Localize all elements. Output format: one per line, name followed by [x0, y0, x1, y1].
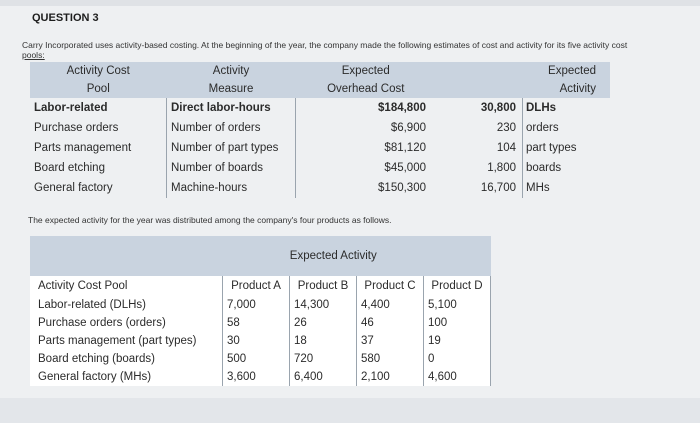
- cost-pools-header-row-1: [30, 62, 610, 80]
- dollar-sign: $: [390, 122, 398, 134]
- product-a-value: 7,000: [223, 296, 290, 314]
- dollar-sign: $: [378, 102, 385, 114]
- overhead-cost: [296, 98, 437, 118]
- header-pool-line2: Pool: [86, 83, 110, 95]
- activity-unit: MHs: [523, 178, 611, 198]
- activity-pool-label: Board etching (boards): [38, 353, 155, 365]
- cost-pools-header-row-2: [30, 80, 610, 98]
- overhead-cost: [296, 178, 437, 198]
- expected-activity: 16,700: [480, 182, 516, 194]
- product-a-value: 3,600: [223, 368, 290, 386]
- expected-activity: 1,800: [487, 162, 516, 174]
- bottom-shade: [0, 398, 700, 423]
- activity-unit: orders: [523, 118, 611, 138]
- table-row: [30, 350, 491, 368]
- product-d-value: 4,600: [424, 368, 491, 386]
- product-a-header: Product A: [223, 276, 290, 296]
- dollar-sign: $: [384, 162, 391, 174]
- activity-unit: DLHs: [523, 98, 611, 118]
- product-c-value: 37: [357, 332, 424, 350]
- pool-name: Board etching: [34, 162, 105, 174]
- pool-name: Labor-related: [34, 102, 108, 114]
- table-row: [30, 98, 610, 118]
- product-c-header: Product C: [357, 276, 424, 296]
- product-d-value: 100: [424, 314, 491, 332]
- overhead-cost: [296, 138, 437, 158]
- product-a-value: 58: [223, 314, 290, 332]
- expected-activity-title-row: [30, 236, 491, 276]
- activity-pool-label: Labor-related (DLHs): [38, 299, 147, 311]
- product-d-value: 5,100: [424, 296, 491, 314]
- top-rule: [0, 0, 700, 6]
- activity-unit: part types: [523, 138, 611, 158]
- distribution-text: The expected activity for the year was distributed among the company's four products as follows.: [28, 215, 392, 225]
- cost-value: 6,900: [397, 122, 426, 134]
- header-pool-line1: Activity Cost: [66, 65, 130, 77]
- product-b-value: 18: [290, 332, 357, 350]
- table-row: [30, 368, 491, 386]
- product-b-value: 14,300: [290, 296, 357, 314]
- product-c-value: 4,400: [357, 296, 424, 314]
- expected-activity-table: [30, 236, 491, 386]
- header-activity-line2: Activity: [559, 83, 596, 95]
- header-measure-line2: Measure: [208, 83, 254, 95]
- table-row: [30, 332, 491, 350]
- header-cost-line2: Overhead Cost: [327, 83, 405, 95]
- cost-value: 81,120: [390, 142, 426, 154]
- question-title: QUESTION 3: [32, 12, 99, 24]
- activity-measure: Number of orders: [167, 118, 296, 138]
- expected-activity: 30,800: [480, 102, 516, 114]
- table-row: [30, 138, 610, 158]
- activity-measure: Number of boards: [167, 158, 296, 178]
- product-c-value: 580: [357, 350, 424, 368]
- expected-activity-title: Expected Activity: [30, 236, 491, 276]
- intro-tail: pools:: [22, 50, 45, 60]
- table-row: [30, 314, 491, 332]
- header-activity-line1: Expected: [548, 65, 596, 77]
- cost-value: 45,000: [390, 162, 426, 174]
- activity-pool-label: Parts management (part types): [38, 335, 197, 347]
- overhead-cost: [296, 118, 437, 138]
- product-b-value: 720: [290, 350, 357, 368]
- activity-measure: Direct labor-hours: [167, 98, 296, 118]
- pool-name: Purchase orders: [34, 122, 119, 134]
- expected-activity: 230: [496, 122, 516, 134]
- activity-unit: boards: [523, 158, 611, 178]
- header-cost-line1: Expected: [341, 65, 390, 77]
- product-a-value: 30: [223, 332, 290, 350]
- intro-sentence: Carry Incorporated uses activity-based costing. At the beginning of the year, the company made the following estimates of cost and activity for its five activity cost: [22, 40, 628, 50]
- cost-value: 184,800: [384, 102, 426, 114]
- overhead-cost: [296, 158, 437, 178]
- dollar-sign: $: [384, 142, 391, 154]
- product-b-value: 6,400: [290, 368, 357, 386]
- dollar-sign: $: [378, 182, 385, 194]
- cost-pools-table: [30, 62, 610, 198]
- activity-pool-label: Purchase orders (orders): [38, 317, 166, 329]
- cost-value: 150,300: [384, 182, 426, 194]
- table-row: [30, 178, 610, 198]
- pool-name: Parts management: [34, 142, 132, 154]
- product-b-header: Product B: [290, 276, 357, 296]
- product-d-header: Product D: [424, 276, 491, 296]
- product-a-value: 500: [223, 350, 290, 368]
- product-header-row: [30, 276, 491, 296]
- product-b-value: 26: [290, 314, 357, 332]
- header-measure-line1: Activity: [212, 65, 250, 77]
- product-c-value: 46: [357, 314, 424, 332]
- table-row: [30, 158, 610, 178]
- intro-text: [22, 40, 682, 60]
- activity-pool-label: General factory (MHs): [38, 371, 152, 383]
- table-row: [30, 118, 610, 138]
- activity-measure: Number of part types: [167, 138, 296, 158]
- pool-name: General factory: [34, 182, 113, 194]
- product-d-value: 19: [424, 332, 491, 350]
- expected-activity: 104: [496, 142, 516, 154]
- table-row: [30, 296, 491, 314]
- activity-measure: Machine-hours: [167, 178, 296, 198]
- product-d-value: 0: [424, 350, 491, 368]
- activity-cost-pool-header: Activity Cost Pool: [38, 280, 128, 292]
- product-c-value: 2,100: [357, 368, 424, 386]
